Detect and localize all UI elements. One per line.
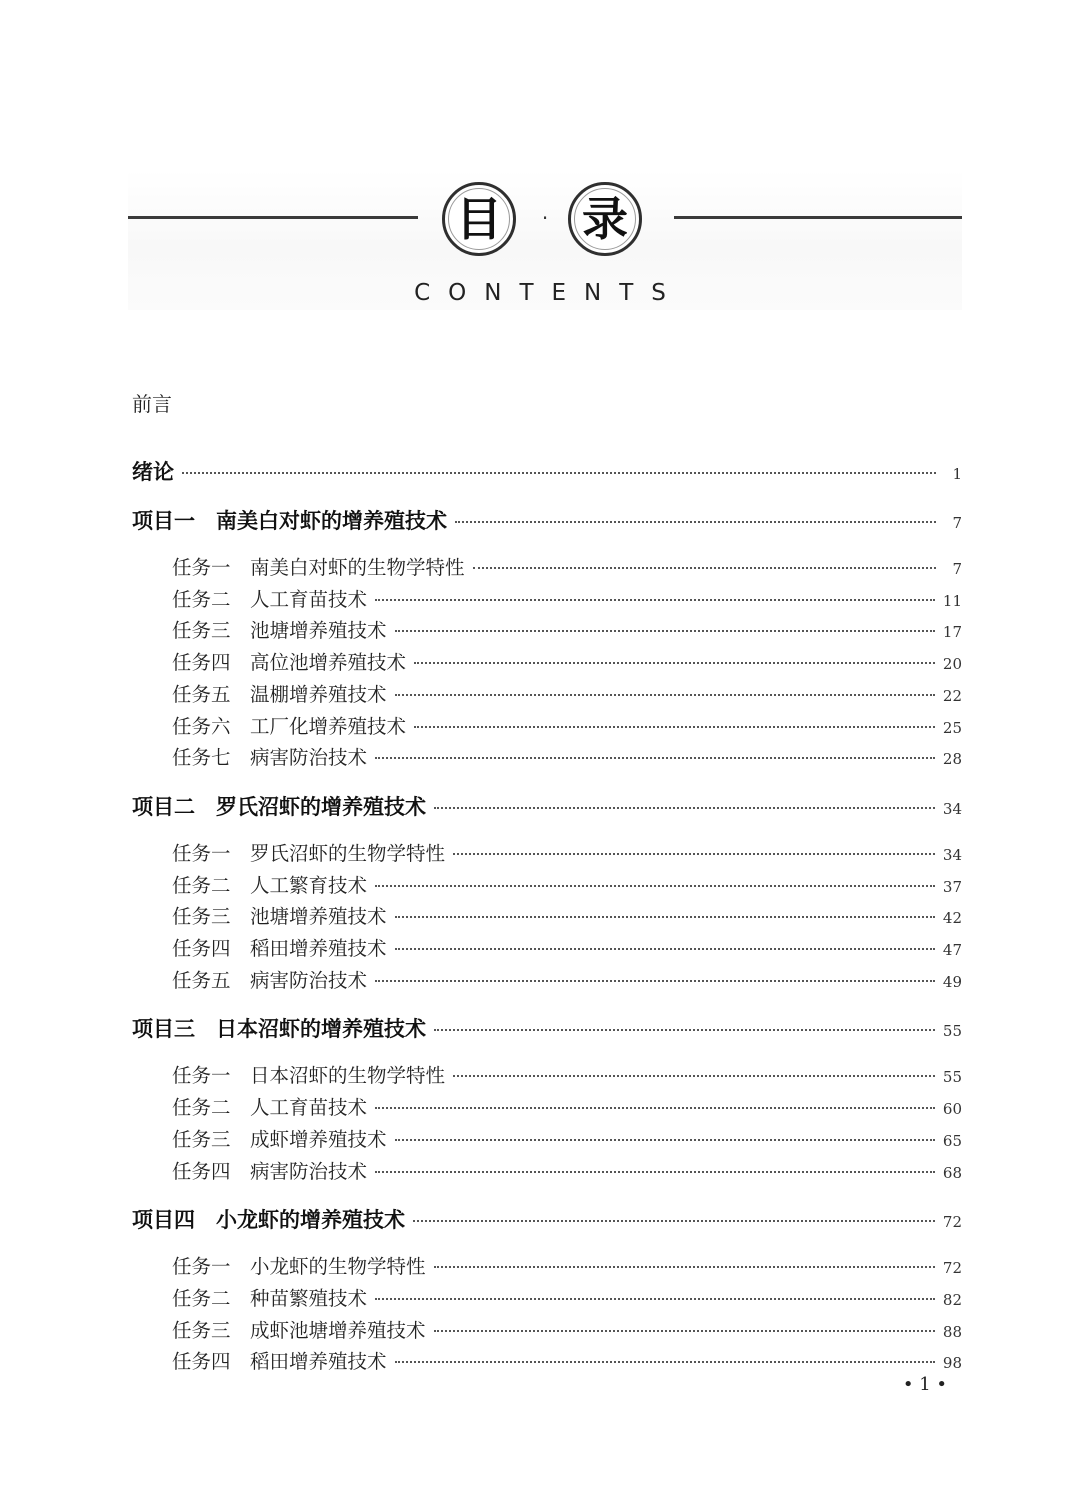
toc-chapter-3-label: 项目三 日本沼虾的增养殖技术: [132, 1017, 426, 1042]
toc-chapter-2-task-5[interactable]: [172, 965, 962, 995]
leader-dots: [375, 885, 935, 887]
toc-chapter-4-task-1[interactable]: [172, 1251, 962, 1281]
leader-dots: [375, 1298, 935, 1300]
toc-chapter-2[interactable]: [132, 791, 962, 821]
leader-dots: [434, 807, 935, 809]
toc-chapter-3-page-number: 55: [942, 1022, 962, 1041]
toc-chapter-3-task-3-page-number: 65: [942, 1131, 962, 1150]
toc-chapter-2-task-5-label: 任务五 病害防治技术: [172, 968, 368, 992]
toc-chapter-4-task-2-page-number: 82: [942, 1290, 962, 1309]
toc-chapter-1-task-3-label: 任务三 池塘增养殖技术: [172, 619, 387, 643]
toc-chapter-2-task-3-label: 任务三 池塘增养殖技术: [172, 905, 387, 929]
toc-chapter-2-page-number: 34: [942, 799, 962, 818]
toc-chapter-1-task-5-label: 任务五 温棚增养殖技术: [172, 682, 387, 706]
toc-chapter-1[interactable]: [132, 505, 962, 535]
leader-dots: [453, 853, 935, 855]
title-rule-left: [128, 216, 418, 219]
toc-chapter-4-task-3-label: 任务三 成虾池塘增养殖技术: [172, 1318, 426, 1342]
toc-chapter-1-task-1-label: 任务一 南美白对虾的生物学特性: [172, 556, 465, 579]
toc-chapter-3-task-2[interactable]: [172, 1092, 962, 1122]
leader-dots: [395, 916, 935, 918]
leader-dots: [453, 1075, 935, 1077]
toc-chapter-1-task-1[interactable]: [172, 552, 962, 582]
toc-intro[interactable]: [132, 456, 962, 486]
toc-chapter-4[interactable]: [132, 1204, 962, 1234]
leader-dots: [375, 1107, 935, 1109]
toc-chapter-2-task-2-page-number: 37: [942, 877, 962, 896]
toc-chapter-3-task-2-page-number: 60: [942, 1100, 962, 1119]
toc-chapter-1-task-4-page-number: 20: [942, 655, 962, 674]
toc-chapter-4-task-3[interactable]: [172, 1315, 962, 1345]
leader-dots: [455, 521, 936, 523]
toc-chapter-1-task-4-label: 任务四 高位池增养殖技术: [172, 651, 407, 675]
toc-chapter-1-task-3-page-number: 17: [942, 623, 962, 642]
toc-chapter-1-task-1-page-number: 7: [952, 560, 962, 578]
title-badge-1: [442, 182, 516, 256]
title-char-2: 录: [574, 188, 636, 250]
leader-dots: [395, 1361, 935, 1363]
toc-chapter-3-task-1[interactable]: [172, 1060, 962, 1090]
title-rule-right: [674, 216, 962, 219]
toc-chapter-2-task-2-label: 任务二 人工繁育技术: [172, 873, 368, 897]
toc-chapter-2-task-2[interactable]: [172, 870, 962, 900]
toc-chapter-1-task-6-label: 任务六 工厂化增养殖技术: [172, 714, 407, 738]
toc-chapter-4-task-3-page-number: 88: [942, 1322, 962, 1341]
leader-dots: [434, 1029, 935, 1031]
toc-chapter-4-task-4-page-number: 98: [942, 1354, 962, 1373]
toc-chapter-1-task-7-page-number: 28: [942, 750, 962, 769]
title-separator: ·: [541, 206, 549, 230]
leader-dots: [395, 1139, 935, 1141]
toc-chapter-4-label: 项目四 小龙虾的增养殖技术: [132, 1208, 405, 1233]
toc-chapter-1-task-6[interactable]: [172, 711, 962, 741]
toc-chapter-4-task-2[interactable]: [172, 1283, 962, 1313]
toc-chapter-3-task-3[interactable]: [172, 1124, 962, 1154]
toc-chapter-3-task-4[interactable]: [172, 1156, 962, 1186]
toc-chapter-1-task-7[interactable]: [172, 742, 962, 772]
leader-dots: [395, 694, 935, 696]
toc-intro-label: 绪论: [132, 460, 174, 484]
toc-chapter-3-task-4-label: 任务四 病害防治技术: [172, 1159, 368, 1183]
toc-chapter-2-task-3[interactable]: [172, 901, 962, 931]
toc-chapter-4-task-1-label: 任务一 小龙虾的生物学特性: [172, 1255, 426, 1279]
toc-chapter-1-task-5[interactable]: [172, 679, 962, 709]
title-char-1: 目: [448, 188, 510, 250]
toc-chapter-4-task-4-label: 任务四 稻田增养殖技术: [172, 1350, 387, 1374]
toc-chapter-1-task-5-page-number: 22: [942, 686, 962, 705]
toc-chapter-2-task-4-label: 任务四 稻田增养殖技术: [172, 937, 387, 960]
toc-chapter-1-task-7-label: 任务七 病害防治技术: [172, 746, 368, 770]
toc-chapter-4-page-number: 72: [942, 1213, 962, 1232]
leader-dots: [375, 599, 935, 601]
toc-chapter-3-task-3-label: 任务三 成虾增养殖技术: [172, 1127, 387, 1151]
toc-chapter-2-task-5-page-number: 49: [942, 972, 962, 991]
contents-subtitle: CONTENTS: [414, 280, 684, 306]
toc-chapter-1-task-2[interactable]: [172, 584, 962, 614]
leader-dots: [375, 980, 935, 982]
toc-chapter-2-task-4[interactable]: [172, 933, 962, 963]
preface-entry[interactable]: 前言: [132, 392, 172, 416]
toc-chapter-2-task-4-page-number: 47: [942, 941, 962, 959]
toc-chapter-1-task-2-label: 任务二 人工育苗技术: [172, 587, 368, 611]
toc-chapter-4-task-2-label: 任务二 种苗繁殖技术: [172, 1286, 368, 1310]
title-badge-2: [568, 182, 642, 256]
leader-dots: [473, 567, 936, 569]
toc-chapter-4-task-4[interactable]: [172, 1346, 962, 1376]
toc-chapter-1-task-6-page-number: 25: [942, 718, 962, 737]
leader-dots: [414, 662, 935, 664]
leader-dots: [182, 472, 936, 474]
toc-chapter-3-task-4-page-number: 68: [942, 1163, 962, 1182]
toc-chapter-1-page-number: 7: [952, 514, 962, 532]
toc-chapter-3[interactable]: [132, 1013, 962, 1043]
leader-dots: [434, 1330, 935, 1332]
leader-dots: [375, 1171, 935, 1173]
toc-chapter-1-task-4[interactable]: [172, 647, 962, 677]
toc-chapter-1-task-2-page-number: 11: [942, 591, 962, 610]
leader-dots: [413, 1220, 935, 1222]
leader-dots: [395, 630, 935, 632]
toc-chapter-2-task-1-page-number: 34: [942, 845, 962, 864]
leader-dots: [375, 757, 935, 759]
toc-chapter-2-task-1[interactable]: [172, 838, 962, 868]
toc-chapter-3-task-2-label: 任务二 人工育苗技术: [172, 1096, 368, 1120]
toc-chapter-1-task-3[interactable]: [172, 615, 962, 645]
toc-chapter-4-task-1-page-number: 72: [942, 1259, 962, 1278]
toc-chapter-2-task-1-label: 任务一 罗氏沼虾的生物学特性: [172, 841, 446, 865]
leader-dots: [414, 726, 935, 728]
toc-chapter-3-task-1-page-number: 55: [942, 1068, 962, 1087]
toc-chapter-2-task-3-page-number: 42: [942, 909, 962, 928]
toc-chapter-1-label: 项目一 南美白对虾的增养殖技术: [132, 509, 447, 533]
toc-chapter-2-label: 项目二 罗氏沼虾的增养殖技术: [132, 794, 426, 819]
toc-chapter-3-task-1-label: 任务一 日本沼虾的生物学特性: [172, 1064, 446, 1088]
page-number-footer: • 1 •: [902, 1374, 948, 1395]
toc-intro-page-number: 1: [952, 465, 962, 483]
leader-dots: [434, 1266, 935, 1268]
leader-dots: [395, 948, 935, 950]
